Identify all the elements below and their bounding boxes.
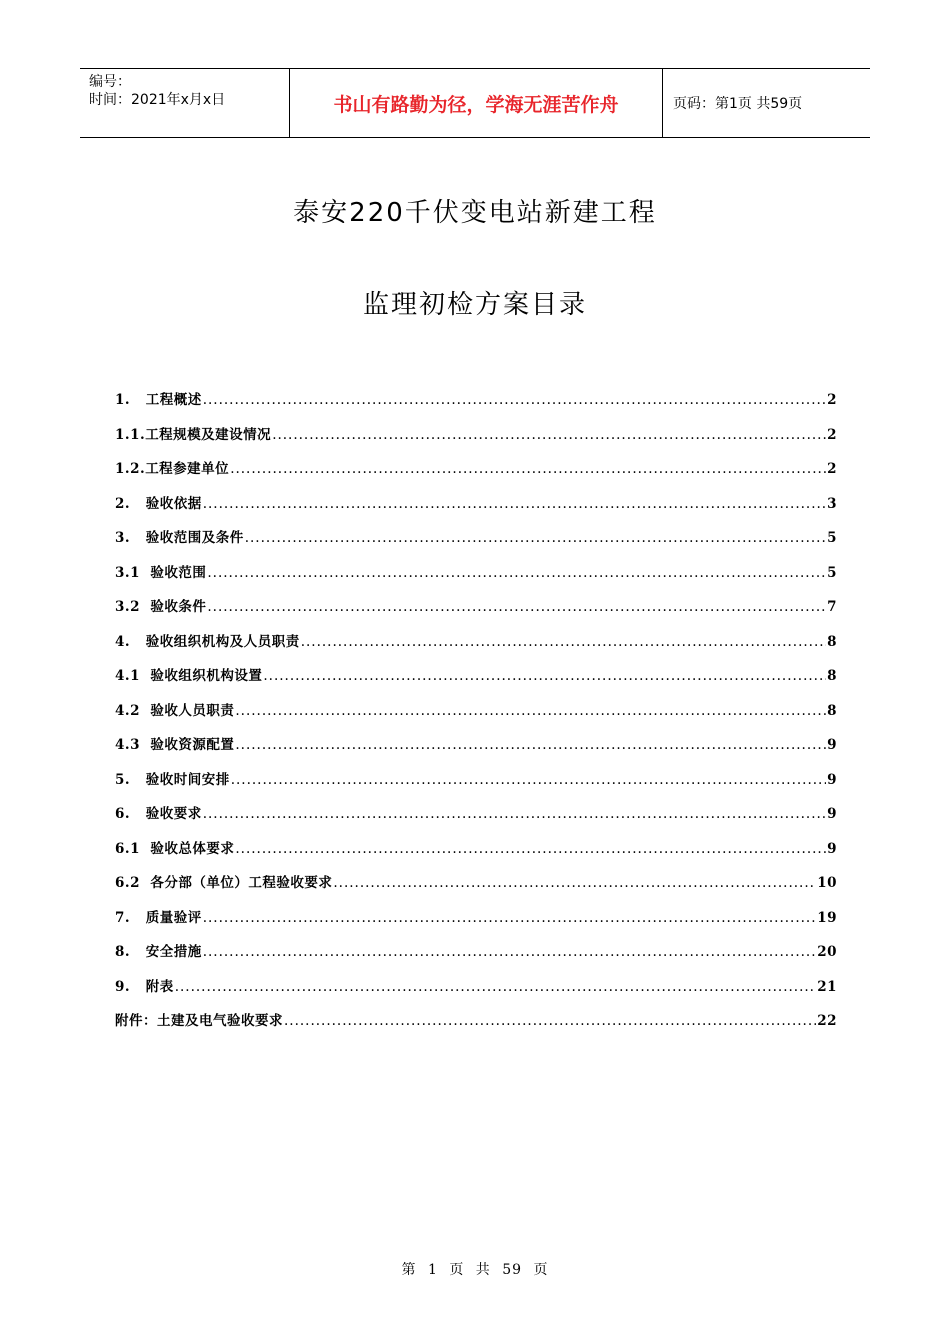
toc-entry-label: 工程规模及建设情况 (145, 426, 272, 443)
toc-entry-label: 各分部（单位）工程验收要求 (150, 875, 333, 891)
toc-entry[interactable] (115, 975, 837, 1010)
toc-entry-number: 5. (115, 771, 146, 788)
toc-entry[interactable] (115, 733, 837, 768)
toc-dot-leader (175, 979, 817, 995)
toc-entry-page: 8 (827, 633, 837, 650)
toc-entry-number: 3. (115, 530, 146, 546)
toc-entry-label: 附件：土建及电气验收要求 (115, 1013, 283, 1029)
toc-entry[interactable] (115, 940, 837, 975)
toc-entry-number: 9. (115, 978, 146, 995)
toc-entry-label: 质量验评 (145, 909, 202, 926)
document-title: 泰安220千伏变电站新建工程 (293, 198, 657, 228)
toc-entry-page: 2 (827, 461, 837, 477)
toc-dot-leader (245, 530, 826, 546)
toc-entry-label: 验收依据 (145, 495, 202, 512)
toc-entry-page: 2 (827, 426, 837, 443)
time-label: 时间：2021年x月x日 (89, 92, 226, 108)
number-label: 编号： (89, 74, 131, 90)
header-meta-cell (80, 69, 290, 137)
toc-entry-label: 验收要求 (145, 806, 202, 822)
toc-dot-leader (284, 1013, 816, 1029)
toc-entry-page: 7 (827, 599, 837, 615)
toc-dot-leader (301, 634, 826, 650)
toc-entry-page: 21 (817, 978, 837, 995)
toc-entry[interactable] (115, 457, 837, 492)
toc-entry-page: 8 (827, 668, 837, 684)
document-subtitle: 监理初检方案目录 (362, 290, 587, 320)
toc-entry-number: 3.2 (115, 599, 151, 615)
toc-entry-label: 工程参建单位 (145, 461, 230, 477)
toc-entry[interactable] (115, 423, 837, 458)
page-footer (0, 1259, 950, 1279)
toc-dot-leader (203, 392, 826, 408)
toc-dot-leader (230, 461, 826, 477)
footer-word: 页 (533, 1262, 549, 1278)
toc-entry-label: 验收总体要求 (150, 840, 235, 857)
toc-dot-leader (207, 599, 826, 615)
toc-entry[interactable] (115, 1009, 837, 1044)
toc-entry-number: 4. (115, 633, 146, 650)
toc-entry-number: 4.2 (115, 702, 151, 719)
toc-dot-leader (263, 668, 826, 684)
toc-entry-page: 3 (827, 495, 837, 512)
toc-entry-label: 验收条件 (150, 599, 207, 615)
toc-entry[interactable] (115, 837, 837, 872)
toc-entry-label: 验收组织机构设置 (150, 668, 263, 684)
toc-entry[interactable] (115, 871, 837, 906)
toc-dot-leader (235, 737, 826, 753)
toc-entry-number: 2. (115, 495, 146, 512)
toc-entry-label: 验收人员职责 (150, 702, 235, 719)
toc-entry-page: 5 (827, 564, 837, 581)
toc-entry-number: 8. (115, 944, 146, 960)
toc-entry-label: 附表 (145, 978, 174, 995)
toc-entry-number: 4.3 (115, 737, 151, 753)
toc-entry-number: 4.1 (115, 668, 151, 684)
toc-entry-page: 9 (827, 771, 837, 788)
toc-entry[interactable] (115, 492, 837, 527)
toc-dot-leader (272, 427, 826, 443)
toc-entry-number: 1.2. (115, 461, 146, 477)
toc-entry-number: 1.1. (115, 426, 146, 443)
header-page-info: 页码：第1页 共59页 (673, 96, 803, 112)
toc-entry-page: 9 (827, 806, 837, 822)
toc-entry-page: 10 (817, 875, 837, 891)
toc-entry-label: 安全措施 (145, 944, 202, 960)
toc-entry-label: 验收时间安排 (145, 771, 230, 788)
toc-entry-number: 3.1 (115, 564, 151, 581)
toc-dot-leader (231, 772, 826, 788)
toc-dot-leader (203, 496, 826, 512)
toc-entry[interactable] (115, 388, 837, 423)
toc-entry[interactable] (115, 664, 837, 699)
toc-dot-leader (235, 703, 826, 719)
toc-entry-page: 8 (827, 702, 837, 719)
toc-entry[interactable] (115, 768, 837, 803)
toc-entry-page: 5 (827, 530, 837, 546)
toc-entry[interactable] (115, 906, 837, 941)
toc-entry[interactable] (115, 561, 837, 596)
toc-entry-number: 6.1 (115, 840, 151, 857)
toc-entry[interactable] (115, 802, 837, 837)
toc-entry[interactable] (115, 699, 837, 734)
toc-entry-number: 1. (115, 392, 146, 408)
footer-word: 页 (449, 1262, 465, 1278)
toc-entry-number: 6.2 (115, 875, 151, 891)
toc-dot-leader (207, 565, 826, 581)
toc-entry-label: 验收范围及条件 (145, 530, 244, 546)
toc-entry[interactable] (115, 630, 837, 665)
toc-dot-leader (203, 806, 826, 822)
toc-entry-number: 7. (115, 909, 146, 926)
toc-entry-page: 2 (827, 392, 837, 408)
toc-dot-leader (235, 841, 826, 857)
footer-current-page: 1 (427, 1262, 438, 1278)
toc-entry-page: 22 (817, 1013, 837, 1029)
header-motto: 书山有路勤为径，学海无涯苦作舟 (290, 69, 663, 137)
toc-entry-page: 9 (827, 737, 837, 753)
toc-dot-leader (203, 944, 817, 960)
footer-word: 共 (475, 1262, 491, 1278)
toc-entry[interactable] (115, 595, 837, 630)
footer-total-pages: 59 (502, 1262, 523, 1278)
toc-dot-leader (203, 910, 817, 926)
table-of-contents (115, 388, 837, 1044)
toc-entry-number: 6. (115, 806, 146, 822)
footer-word: 第 (401, 1262, 417, 1278)
toc-entry-label: 验收组织机构及人员职责 (145, 633, 300, 650)
toc-entry-label: 工程概述 (145, 392, 202, 408)
toc-entry-label: 验收范围 (150, 564, 207, 581)
toc-dot-leader (333, 875, 816, 891)
toc-entry[interactable] (115, 526, 837, 561)
toc-entry-page: 20 (817, 944, 837, 960)
page-header (80, 68, 870, 138)
toc-entry-page: 9 (827, 840, 837, 857)
toc-entry-label: 验收资源配置 (150, 737, 235, 753)
toc-entry-page: 19 (817, 909, 837, 926)
